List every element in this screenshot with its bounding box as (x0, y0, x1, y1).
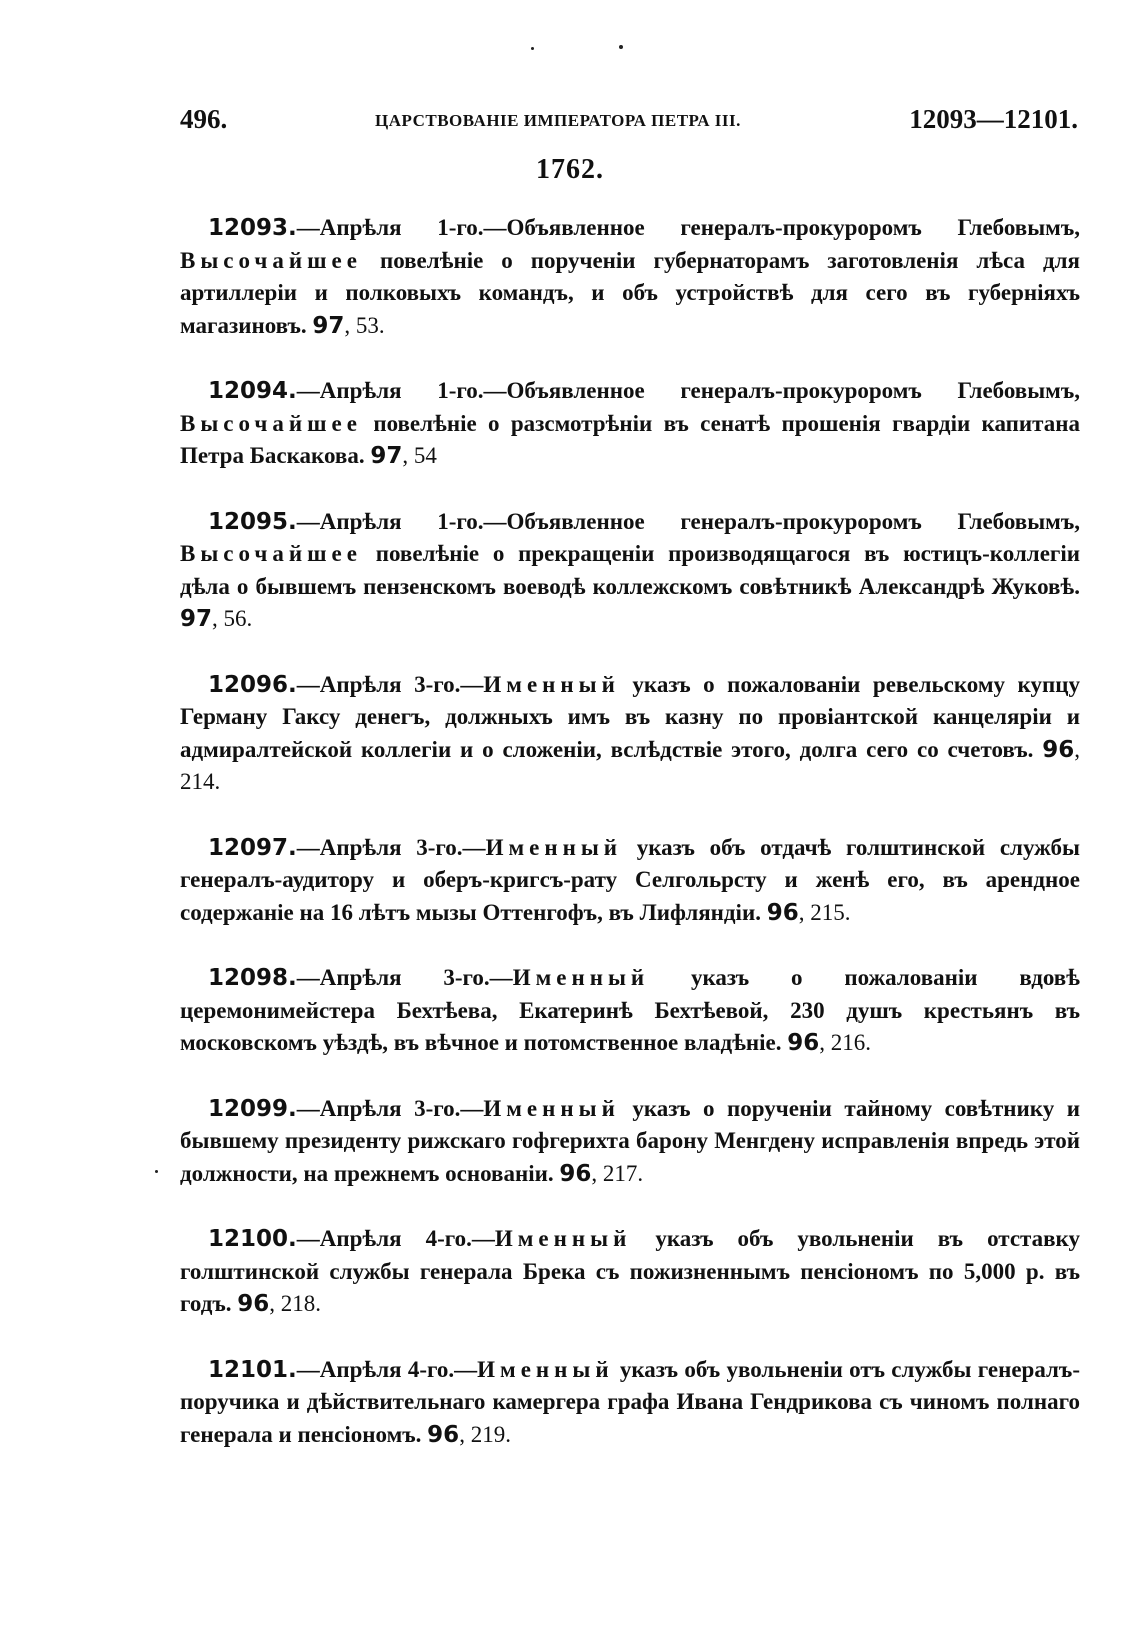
entry (180, 1354, 1080, 1452)
entry-date: —Апрѣля 3-го.— (296, 965, 513, 990)
entry-date: —Апрѣля 1-го.— (296, 215, 507, 240)
entry (180, 212, 1080, 342)
entry-volume: 97 (370, 443, 403, 469)
entry-number: 12095. (208, 508, 297, 535)
entry-decree-type: Именный (483, 1095, 620, 1121)
entry (180, 1223, 1080, 1321)
page-number: 496. (180, 104, 228, 134)
entry-page: , 214. (180, 736, 1080, 794)
entry-number: 12096. (208, 671, 297, 698)
entry (180, 375, 1080, 473)
entry-page: , 217. (591, 1160, 644, 1186)
entry-date: —Апрѣля 1-го.— (296, 378, 507, 403)
entry-decree-type: Именный (477, 1356, 614, 1382)
entry-text: указъ о пожалованіи ревельскому купцу Герману Гаксу денегъ, должныхъ имъ въ казну по провіантской канцеляріи и адмиралтейской коллегіи и о сложеніи, вслѣдствіе этого, долга сего со счетовъ. (180, 671, 1080, 762)
entry-number: 12101. (208, 1356, 297, 1383)
entry (180, 1093, 1080, 1191)
entry (180, 832, 1080, 930)
entry-volume: 97 (312, 312, 345, 339)
entry-text: указъ о пожалованіи вдовѣ церемонимейстера Бехтѣева, Екатеринѣ Бехтѣевой, 230 душъ крестьянъ въ московскомъ уѣздѣ, въ вѣчное и потомственное владѣніе. (180, 965, 1080, 1055)
entry-volume: 97 (180, 606, 213, 632)
entry-decree-type: Высочайшее (180, 410, 362, 436)
entry (180, 506, 1080, 636)
print-speck (619, 45, 623, 49)
entry-page: , 53. (344, 312, 385, 338)
entry-number: 12100. (208, 1226, 297, 1252)
entry-text: повелѣніе о порученіи губернаторамъ заготовленія лѣса для артиллеріи и полковыхъ командъ, и объ устройствѣ для сего въ губерніяхъ магазиновъ. (180, 247, 1080, 338)
year-heading: 1762. (536, 154, 604, 185)
entries-list (180, 212, 1080, 1484)
entry-decree-type: Именный (494, 1226, 632, 1251)
entry-text: Объявленное генералъ-прокуроромъ Глебовымъ, (506, 215, 1080, 240)
entry-date: —Апрѣля 4-го.— (296, 1226, 495, 1251)
entry-page: , 56. (212, 606, 253, 631)
entry-date: —Апрѣля 3-го.— (296, 834, 486, 860)
entry-page: , 216. (819, 1030, 872, 1055)
entry-volume: 96 (1042, 736, 1075, 763)
entry-decree-type: Высочайшее (180, 247, 362, 273)
entry-volume: 96 (559, 1160, 592, 1187)
print-speck (155, 1170, 158, 1173)
entry-volume: 96 (427, 1421, 460, 1448)
entry-decree-type: Высочайшее (180, 541, 362, 566)
entry-date: —Апрѣля 3-го.— (296, 671, 484, 697)
entry-text: указъ объ увольненіи отъ службы генералъ-поручика и дѣйствительнаго камергера графа Ивана Гендрикова съ чиномъ полнаго генерала и пенсіономъ. (180, 1356, 1080, 1447)
entry-date: —Апрѣля 1-го.— (296, 508, 507, 534)
entry-text: указъ объ отдачѣ голштинской службы генералъ-аудитору и оберъ-кригсъ-рату Селгольрсту и женѣ его, въ арендное содержаніе на 16 лѣтъ мызы Оттенгофъ, въ Лифляндіи. (180, 834, 1080, 925)
page-title: ЦАРСТВОВАНІЕ ИМПЕРАТОРА ПЕТРА III. (375, 111, 741, 130)
entry-decree-type: Именный (483, 671, 620, 697)
entry-page: , 54 (402, 443, 437, 468)
entry-volume: 96 (787, 1030, 820, 1056)
entry-number: 12093. (208, 215, 297, 241)
entry-number: 12099. (208, 1095, 297, 1122)
entry-number: 12098. (208, 965, 297, 991)
entry-text: повелѣніе о прекращеніи производящагося въ юстицъ-коллегіи дѣла о бывшемъ пензенскомъ воеводѣ коллежскомъ совѣтникѣ Александрѣ Жуковѣ. (180, 541, 1080, 599)
entry-volume: 96 (237, 1291, 270, 1317)
entry-number: 12097. (208, 834, 297, 861)
entry-date: —Апрѣля 3-го.— (296, 1095, 484, 1121)
entry-page: , 215. (798, 899, 851, 925)
entry-number: 12094. (208, 378, 297, 404)
entry-date: —Апрѣля 4-го.— (296, 1356, 478, 1382)
entry-decree-type: Именный (512, 965, 650, 990)
entry-range: 12093—12101. (909, 104, 1078, 134)
entry-text: Объявленное генералъ-прокуроромъ Глебовымъ, (506, 378, 1080, 403)
entry-decree-type: Именный (485, 834, 623, 860)
entry-volume: 96 (766, 899, 799, 926)
entry (180, 962, 1080, 1060)
entry-page: , 219. (459, 1421, 511, 1447)
entry-text: указъ объ увольненіи въ отставку голштинской службы генерала Брека съ пожизненнымъ пенсіономъ по 5,000 р. въ годъ. (180, 1226, 1080, 1316)
print-speck (531, 47, 534, 50)
running-head (180, 104, 1078, 140)
entry-page: , 218. (269, 1291, 322, 1316)
entry-text: указъ о порученіи тайному совѣтнику и бывшему президенту рижскаго гофгерихта барону Менгдену исправленія впредь этой должности, на прежнемъ основаніи. (180, 1095, 1080, 1186)
entry (180, 669, 1080, 799)
entry-text: Объявленное генералъ-прокуроромъ Глебовымъ, (506, 508, 1080, 534)
entry-text: повелѣніе о разсмотрѣніи въ сенатѣ прошенія гвардіи капитана Петра Баскакова. (180, 410, 1080, 468)
